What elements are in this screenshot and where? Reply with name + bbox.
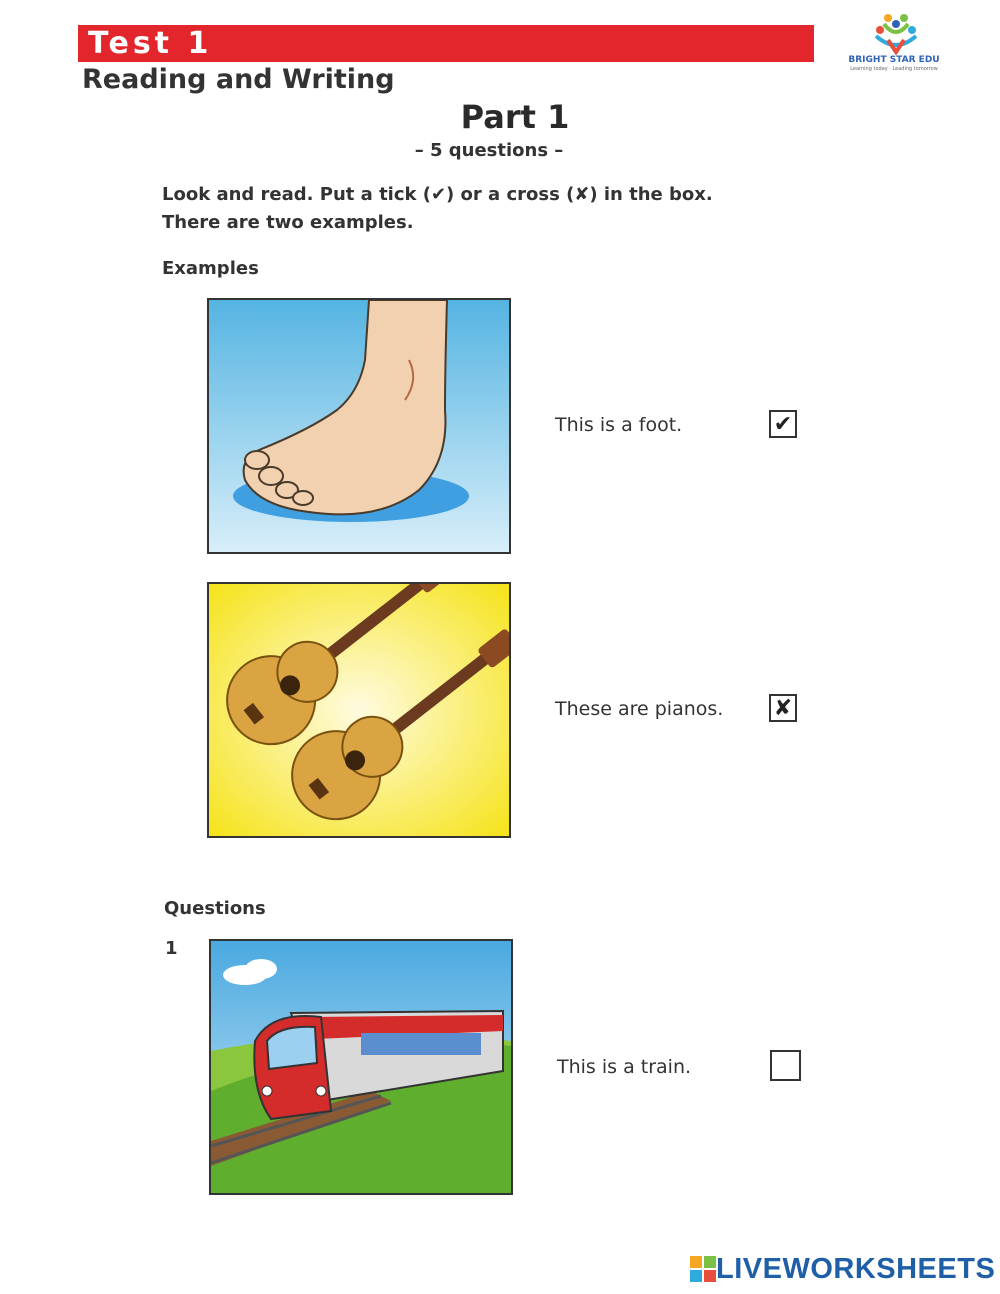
question-1-number: 1 (165, 938, 178, 959)
star-people-icon (848, 10, 944, 58)
section-subtitle: Reading and Writing (82, 64, 395, 95)
example-1-statement: This is a foot. (555, 414, 683, 436)
example-2-statement: These are pianos. (555, 698, 724, 720)
questions-heading: Questions (164, 898, 266, 919)
liveworksheets-grid-icon (690, 1256, 716, 1282)
part-title: Part 1 (460, 98, 570, 136)
guitars-picture (207, 582, 511, 838)
examples-heading: Examples (162, 258, 259, 279)
test-label: Test 1 (88, 26, 213, 61)
test-header-bar (78, 25, 814, 62)
liveworksheets-wordmark: LIVEWORKSHEETS (716, 1252, 996, 1285)
logo-tagline: Learning today · Leading tomorrow (850, 66, 938, 72)
example-2-answer-box: ✘ (769, 694, 797, 722)
foot-picture (207, 298, 511, 554)
instruction-line-1: Look and read. Put a tick (✔) or a cross (✘) in the box. (162, 184, 713, 205)
example-1-answer-box: ✔ (769, 410, 797, 438)
liveworksheets-logo (690, 1252, 995, 1286)
logo-name: BRIGHT STAR EDU (848, 55, 940, 65)
question-count: – 5 questions – (414, 140, 564, 161)
instruction-line-2: There are two examples. (162, 212, 414, 233)
question-1-statement: This is a train. (557, 1056, 692, 1078)
question-1-answer-box[interactable] (770, 1050, 801, 1081)
train-picture (209, 939, 513, 1195)
